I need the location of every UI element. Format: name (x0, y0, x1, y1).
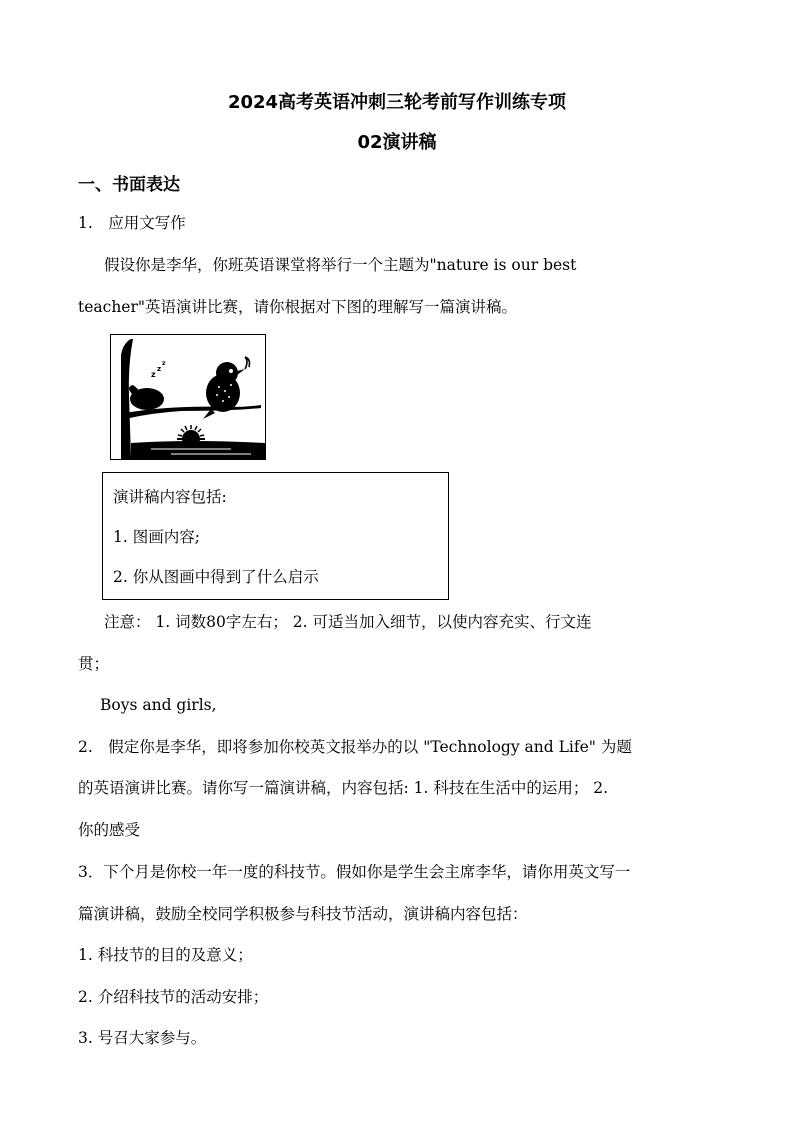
question-2-line-1: 2. 假定你是李华，即将参加你校英文报举办的以 "Technology and Life" 为题 (78, 738, 632, 756)
box-item-2: 2. 你从图画中得到了什么启示 (113, 568, 319, 586)
birds-illustration (110, 334, 266, 460)
question-1-prompt-line-1: 假设你是李华，你班英语课堂将举行一个主题为"nature is our best (104, 256, 577, 274)
worm (245, 357, 250, 369)
question-2-line-3: 你的感受 (78, 821, 141, 839)
page-title: 2024高考英语冲刺三轮考前写作训练专项 (227, 92, 567, 113)
question-3-line-1: 3．下个月是你校一年一度的科技节。假如你是学生会主席李华，请你用英文写一 (78, 863, 631, 881)
birds-drawing (111, 335, 265, 459)
question-1-note-line-2: 贯； (78, 655, 110, 673)
page-subtitle: 02演讲稿 (357, 132, 437, 153)
question-1-note-line-1: 注意： 1. 词数80字左右； 2. 可适当加入细节，以使内容充实、行文连 (104, 613, 592, 631)
awake-bird-beak (237, 369, 245, 375)
question-3-item-1: 1. 科技节的目的及意义； (78, 946, 253, 964)
question-1-label: 1. 应用文写作 (78, 214, 186, 232)
box-item-1: 1. 图画内容; (113, 528, 200, 546)
question-1-prompt-line-2: teacher"英语演讲比赛，请你根据对下图的理解写一篇演讲稿。 (78, 298, 518, 316)
zzz-mark: z (157, 365, 162, 373)
zzz-mark: z (151, 370, 156, 379)
question-3-item-2: 2. 介绍科技节的活动安排； (78, 988, 269, 1006)
speech-content-box (102, 472, 449, 600)
question-3-item-3: 3. 号召大家参与。 (78, 1029, 207, 1047)
awake-bird-head (216, 362, 238, 384)
horizon-water (131, 441, 265, 459)
box-heading: 演讲稿内容包括: (113, 488, 227, 506)
question-2-line-2: 的英语演讲比赛。请你写一篇演讲稿，内容包括: 1. 科技在生活中的运用； 2. (78, 779, 609, 797)
question-1-opening: Boys and girls, (100, 696, 217, 714)
zzz-mark: z (162, 360, 166, 367)
section-heading: 一、书面表达 (78, 175, 180, 195)
awake-bird-eye (229, 369, 233, 373)
question-3-line-2: 篇演讲稿，鼓励全校同学积极参与科技节活动，演讲稿内容包括： (78, 905, 528, 923)
